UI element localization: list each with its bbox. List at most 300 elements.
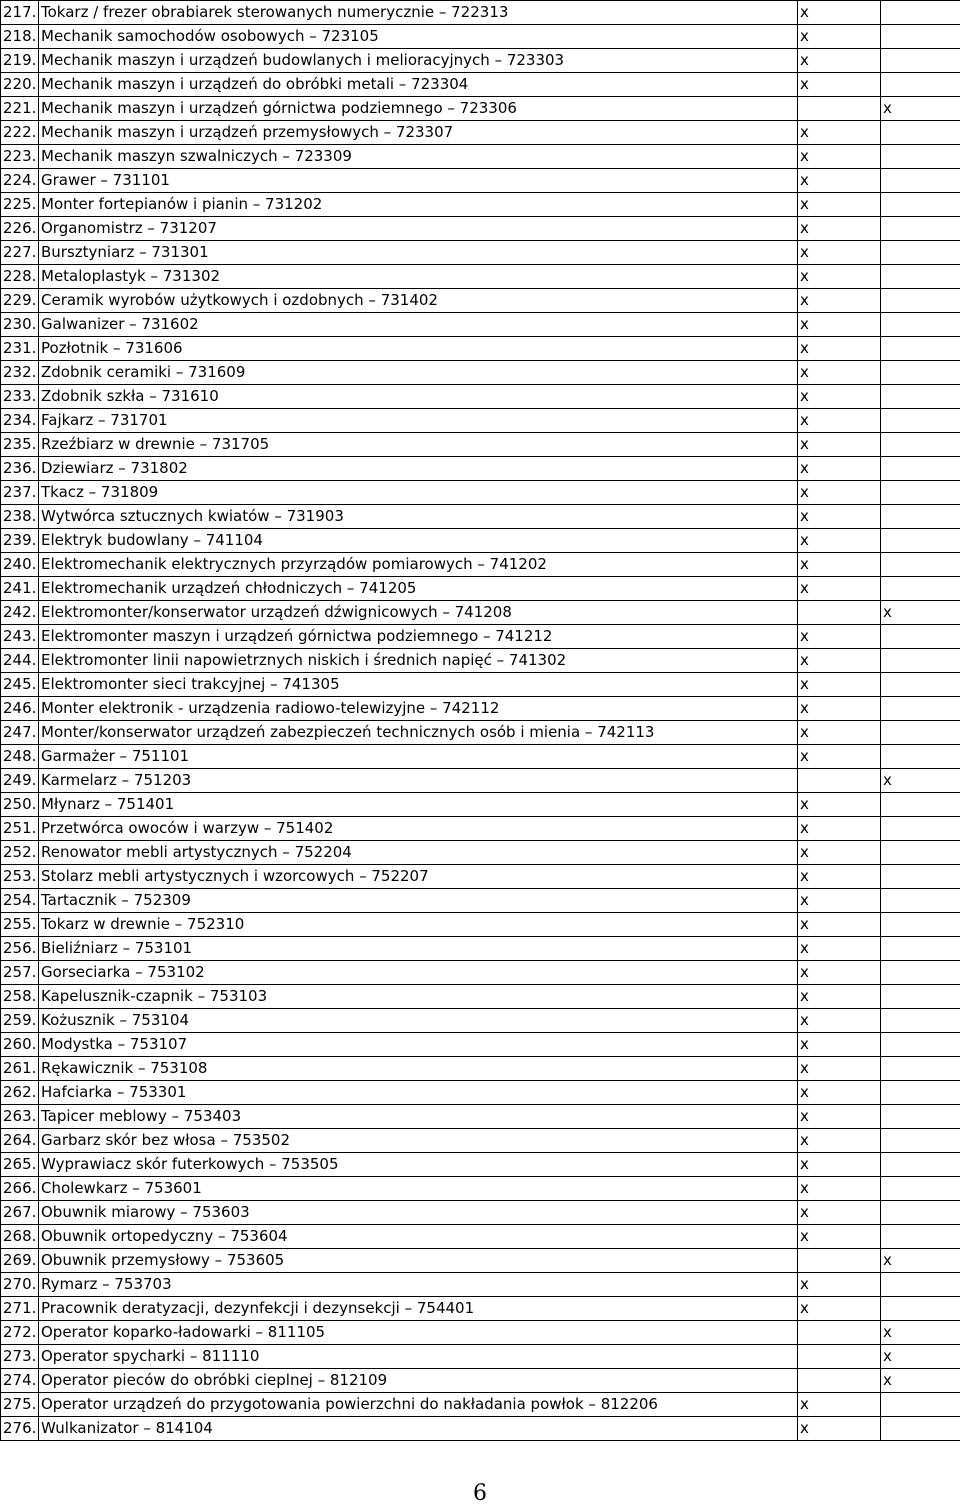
mark-column-1: x [798,721,881,745]
occupation-name: Monter/konserwator urządzeń zabezpieczeń technicznych osób i mienia – 742113 [39,721,798,745]
mark-column-2 [881,817,960,841]
table-row [1,985,960,1009]
mark-column-1: x [798,1129,881,1153]
mark-column-1 [798,1249,881,1273]
mark-column-1: x [798,1105,881,1129]
row-number: 247. [1,721,39,745]
table-row [1,577,960,601]
mark-column-2 [881,745,960,769]
table-row [1,1249,960,1273]
mark-column-2 [881,241,960,265]
mark-column-2 [881,625,960,649]
mark-column-1 [798,1321,881,1345]
row-number: 244. [1,649,39,673]
mark-column-2 [881,1201,960,1225]
row-number: 222. [1,121,39,145]
table-row [1,505,960,529]
mark-column-1: x [798,1009,881,1033]
row-number: 243. [1,625,39,649]
table-row [1,1177,960,1201]
occupation-name: Zdobnik ceramiki – 731609 [39,361,798,385]
mark-column-1: x [798,1081,881,1105]
table-row [1,1321,960,1345]
table-row [1,1129,960,1153]
mark-column-2 [881,289,960,313]
row-number: 232. [1,361,39,385]
table-row [1,1417,960,1441]
occupation-name: Tokarz / frezer obrabiarek sterowanych numerycznie – 722313 [39,1,798,25]
mark-column-2 [881,505,960,529]
mark-column-2 [881,1081,960,1105]
mark-column-1: x [798,529,881,553]
occupation-name: Rękawicznik – 753108 [39,1057,798,1081]
row-number: 240. [1,553,39,577]
mark-column-2 [881,169,960,193]
mark-column-2 [881,937,960,961]
mark-column-2 [881,1033,960,1057]
mark-column-2 [881,481,960,505]
occupation-name: Modystka – 753107 [39,1033,798,1057]
mark-column-2 [881,217,960,241]
row-number: 241. [1,577,39,601]
row-number: 246. [1,697,39,721]
mark-column-2 [881,49,960,73]
mark-column-1: x [798,241,881,265]
row-number: 262. [1,1081,39,1105]
row-number: 274. [1,1369,39,1393]
mark-column-1: x [798,49,881,73]
mark-column-2 [881,433,960,457]
mark-column-1: x [798,145,881,169]
mark-column-2 [881,961,960,985]
table-row [1,1081,960,1105]
occupation-name: Monter elektronik - urządzenia radiowo-telewizyjne – 742112 [39,697,798,721]
occupation-name: Wulkanizator – 814104 [39,1417,798,1441]
mark-column-2: x [881,97,960,121]
row-number: 261. [1,1057,39,1081]
mark-column-2 [881,193,960,217]
table-row [1,241,960,265]
row-number: 259. [1,1009,39,1033]
table-row [1,1273,960,1297]
mark-column-2 [881,529,960,553]
mark-column-1: x [798,361,881,385]
table-row [1,49,960,73]
table-row [1,745,960,769]
mark-column-2 [881,793,960,817]
table-row [1,169,960,193]
table-row [1,481,960,505]
mark-column-2 [881,1057,960,1081]
occupation-name: Cholewkarz – 753601 [39,1177,798,1201]
mark-column-1: x [798,265,881,289]
mark-column-1 [798,601,881,625]
table-row [1,1393,960,1417]
row-number: 227. [1,241,39,265]
mark-column-2 [881,1177,960,1201]
table-row [1,1201,960,1225]
occupation-name: Operator pieców do obróbki cieplnej – 812109 [39,1369,798,1393]
mark-column-2 [881,145,960,169]
mark-column-1: x [798,1297,881,1321]
mark-column-1: x [798,337,881,361]
mark-column-1: x [798,1177,881,1201]
table-row [1,553,960,577]
row-number: 226. [1,217,39,241]
occupation-name: Karmelarz – 751203 [39,769,798,793]
occupation-name: Monter fortepianów i pianin – 731202 [39,193,798,217]
occupation-name: Elektromechanik elektrycznych przyrządów pomiarowych – 741202 [39,553,798,577]
mark-column-1: x [798,865,881,889]
mark-column-1: x [798,697,881,721]
table-row [1,265,960,289]
table-row [1,601,960,625]
table-row [1,1057,960,1081]
row-number: 235. [1,433,39,457]
mark-column-1: x [798,817,881,841]
table-row [1,457,960,481]
occupation-name: Bieliźniarz – 753101 [39,937,798,961]
occupation-name: Organomistrz – 731207 [39,217,798,241]
mark-column-2 [881,985,960,1009]
page-number: 6 [0,1481,960,1506]
mark-column-1: x [798,1417,881,1441]
table-row [1,649,960,673]
table-row [1,817,960,841]
mark-column-1: x [798,1,881,25]
mark-column-1: x [798,217,881,241]
mark-column-1: x [798,577,881,601]
table-row [1,1345,960,1369]
mark-column-2 [881,121,960,145]
occupation-name: Garbarz skór bez włosa – 753502 [39,1129,798,1153]
row-number: 257. [1,961,39,985]
table-row [1,937,960,961]
mark-column-2 [881,649,960,673]
row-number: 219. [1,49,39,73]
row-number: 218. [1,25,39,49]
row-number: 251. [1,817,39,841]
table-row [1,529,960,553]
row-number: 245. [1,673,39,697]
mark-column-1: x [798,889,881,913]
occupation-name: Fajkarz – 731701 [39,409,798,433]
row-number: 229. [1,289,39,313]
table-row [1,385,960,409]
mark-column-1 [798,97,881,121]
table-row [1,1105,960,1129]
row-number: 254. [1,889,39,913]
occupation-name: Gorseciarka – 753102 [39,961,798,985]
row-number: 221. [1,97,39,121]
row-number: 258. [1,985,39,1009]
occupation-name: Operator urządzeń do przygotowania powierzchni do nakładania powłok – 812206 [39,1393,798,1417]
table-row [1,1153,960,1177]
mark-column-1: x [798,1201,881,1225]
row-number: 252. [1,841,39,865]
occupation-name: Tokarz w drewnie – 752310 [39,913,798,937]
occupation-name: Wytwórca sztucznych kwiatów – 731903 [39,505,798,529]
table-row [1,313,960,337]
row-number: 220. [1,73,39,97]
mark-column-2 [881,337,960,361]
row-number: 256. [1,937,39,961]
occupation-name: Elektromechanik urządzeń chłodniczych – 741205 [39,577,798,601]
row-number: 272. [1,1321,39,1345]
mark-column-1: x [798,1273,881,1297]
mark-column-1: x [798,289,881,313]
table-row [1,337,960,361]
mark-column-1: x [798,193,881,217]
occupation-name: Pracownik deratyzacji, dezynfekcji i dezynsekcji – 754401 [39,1297,798,1321]
mark-column-2: x [881,1345,960,1369]
row-number: 264. [1,1129,39,1153]
mark-column-1: x [798,1393,881,1417]
mark-column-2 [881,1297,960,1321]
occupation-name: Bursztyniarz – 731301 [39,241,798,265]
row-number: 275. [1,1393,39,1417]
mark-column-1: x [798,985,881,1009]
mark-column-1: x [798,745,881,769]
mark-column-1: x [798,25,881,49]
occupation-name: Mechanik maszyn i urządzeń budowlanych i melioracyjnych – 723303 [39,49,798,73]
mark-column-2 [881,553,960,577]
occupation-name: Operator spycharki – 811110 [39,1345,798,1369]
mark-column-2: x [881,1321,960,1345]
table-row [1,961,960,985]
mark-column-1: x [798,385,881,409]
occupation-name: Mechanik maszyn szwalniczych – 723309 [39,145,798,169]
occupation-name: Tkacz – 731809 [39,481,798,505]
mark-column-2 [881,577,960,601]
table-row [1,1297,960,1321]
occupation-name: Operator koparko-ładowarki – 811105 [39,1321,798,1345]
occupation-name: Mechanik samochodów osobowych – 723105 [39,25,798,49]
mark-column-1: x [798,961,881,985]
row-number: 260. [1,1033,39,1057]
mark-column-2 [881,265,960,289]
table-row [1,841,960,865]
mark-column-1: x [798,457,881,481]
table-row [1,697,960,721]
row-number: 238. [1,505,39,529]
mark-column-2 [881,1417,960,1441]
mark-column-2 [881,1393,960,1417]
occupation-name: Kapelusznik-czapnik – 753103 [39,985,798,1009]
mark-column-2 [881,1129,960,1153]
occupation-name: Młynarz – 751401 [39,793,798,817]
mark-column-2 [881,1273,960,1297]
row-number: 273. [1,1345,39,1369]
table-row [1,1,960,25]
table-row [1,913,960,937]
mark-column-1: x [798,73,881,97]
mark-column-2 [881,1153,960,1177]
table-row [1,361,960,385]
occupation-name: Mechanik maszyn i urządzeń do obróbki metali – 723304 [39,73,798,97]
mark-column-1: x [798,673,881,697]
row-number: 242. [1,601,39,625]
mark-column-2: x [881,769,960,793]
mark-column-1: x [798,409,881,433]
table-row [1,121,960,145]
occupation-name: Kożusznik – 753104 [39,1009,798,1033]
row-number: 237. [1,481,39,505]
row-number: 255. [1,913,39,937]
occupation-name: Grawer – 731101 [39,169,798,193]
table-row [1,73,960,97]
occupation-name: Dziewiarz – 731802 [39,457,798,481]
row-number: 233. [1,385,39,409]
row-number: 271. [1,1297,39,1321]
occupation-name: Obuwnik ortopedyczny – 753604 [39,1225,798,1249]
occupation-name: Metaloplastyk – 731302 [39,265,798,289]
occupation-name: Elektromonter/konserwator urządzeń dźwignicowych – 741208 [39,601,798,625]
occupation-name: Stolarz mebli artystycznych i wzorcowych – 752207 [39,865,798,889]
mark-column-2 [881,721,960,745]
row-number: 269. [1,1249,39,1273]
row-number: 223. [1,145,39,169]
table-row [1,217,960,241]
occupation-name: Renowator mebli artystycznych – 752204 [39,841,798,865]
mark-column-2 [881,1105,960,1129]
mark-column-2 [881,1009,960,1033]
mark-column-2 [881,1225,960,1249]
mark-column-1: x [798,913,881,937]
occupation-name: Elektryk budowlany – 741104 [39,529,798,553]
mark-column-2 [881,73,960,97]
row-number: 276. [1,1417,39,1441]
mark-column-2: x [881,1249,960,1273]
mark-column-2 [881,697,960,721]
table-row [1,889,960,913]
mark-column-1: x [798,1033,881,1057]
occupation-table-body [1,1,960,1441]
occupation-name: Hafciarka – 753301 [39,1081,798,1105]
mark-column-1: x [798,505,881,529]
occupation-name: Przetwórca owoców i warzyw – 751402 [39,817,798,841]
table-row [1,721,960,745]
mark-column-2 [881,865,960,889]
row-number: 267. [1,1201,39,1225]
table-row [1,865,960,889]
mark-column-2 [881,841,960,865]
mark-column-2 [881,457,960,481]
table-row [1,25,960,49]
mark-column-2 [881,361,960,385]
row-number: 234. [1,409,39,433]
table-row [1,409,960,433]
mark-column-2 [881,673,960,697]
occupation-name: Elektromonter linii napowietrznych niskich i średnich napięć – 741302 [39,649,798,673]
occupation-name: Obuwnik przemysłowy – 753605 [39,1249,798,1273]
mark-column-1: x [798,625,881,649]
row-number: 231. [1,337,39,361]
table-row [1,1225,960,1249]
mark-column-1 [798,1369,881,1393]
mark-column-1: x [798,169,881,193]
row-number: 265. [1,1153,39,1177]
mark-column-1: x [798,433,881,457]
occupation-name: Mechanik maszyn i urządzeń przemysłowych – 723307 [39,121,798,145]
row-number: 253. [1,865,39,889]
table-row [1,793,960,817]
mark-column-1: x [798,793,881,817]
occupation-name: Rymarz – 753703 [39,1273,798,1297]
mark-column-2 [881,385,960,409]
table-row [1,1033,960,1057]
row-number: 239. [1,529,39,553]
row-number: 228. [1,265,39,289]
occupation-name: Galwanizer – 731602 [39,313,798,337]
table-row [1,97,960,121]
row-number: 217. [1,1,39,25]
occupation-name: Mechanik maszyn i urządzeń górnictwa podziemnego – 723306 [39,97,798,121]
occupation-name: Wyprawiacz skór futerkowych – 753505 [39,1153,798,1177]
occupation-name: Ceramik wyrobów użytkowych i ozdobnych – 731402 [39,289,798,313]
mark-column-2 [881,913,960,937]
row-number: 249. [1,769,39,793]
mark-column-1: x [798,553,881,577]
occupation-name: Tartacznik – 752309 [39,889,798,913]
occupation-name: Obuwnik miarowy – 753603 [39,1201,798,1225]
occupation-name: Zdobnik szkła – 731610 [39,385,798,409]
table-row [1,1369,960,1393]
row-number: 224. [1,169,39,193]
table-row [1,769,960,793]
row-number: 230. [1,313,39,337]
mark-column-2 [881,313,960,337]
occupation-name: Elektromonter sieci trakcyjnej – 741305 [39,673,798,697]
table-row [1,193,960,217]
row-number: 266. [1,1177,39,1201]
table-row [1,289,960,313]
mark-column-1: x [798,313,881,337]
occupation-name: Rzeźbiarz w drewnie – 731705 [39,433,798,457]
mark-column-1 [798,769,881,793]
row-number: 225. [1,193,39,217]
mark-column-1: x [798,649,881,673]
row-number: 268. [1,1225,39,1249]
mark-column-2 [881,25,960,49]
occupation-name: Tapicer meblowy – 753403 [39,1105,798,1129]
mark-column-1: x [798,1225,881,1249]
row-number: 236. [1,457,39,481]
mark-column-1: x [798,1057,881,1081]
mark-column-1: x [798,1153,881,1177]
table-row [1,145,960,169]
mark-column-2: x [881,601,960,625]
mark-column-1: x [798,121,881,145]
mark-column-1: x [798,841,881,865]
row-number: 248. [1,745,39,769]
mark-column-2 [881,409,960,433]
mark-column-1: x [798,937,881,961]
table-row [1,673,960,697]
row-number: 250. [1,793,39,817]
mark-column-2 [881,889,960,913]
row-number: 263. [1,1105,39,1129]
table-row [1,1009,960,1033]
occupation-name: Pozłotnik – 731606 [39,337,798,361]
mark-column-1: x [798,481,881,505]
mark-column-2 [881,1,960,25]
table-row [1,433,960,457]
occupation-name: Elektromonter maszyn i urządzeń górnictwa podziemnego – 741212 [39,625,798,649]
occupation-name: Garmażer – 751101 [39,745,798,769]
mark-column-2: x [881,1369,960,1393]
row-number: 270. [1,1273,39,1297]
